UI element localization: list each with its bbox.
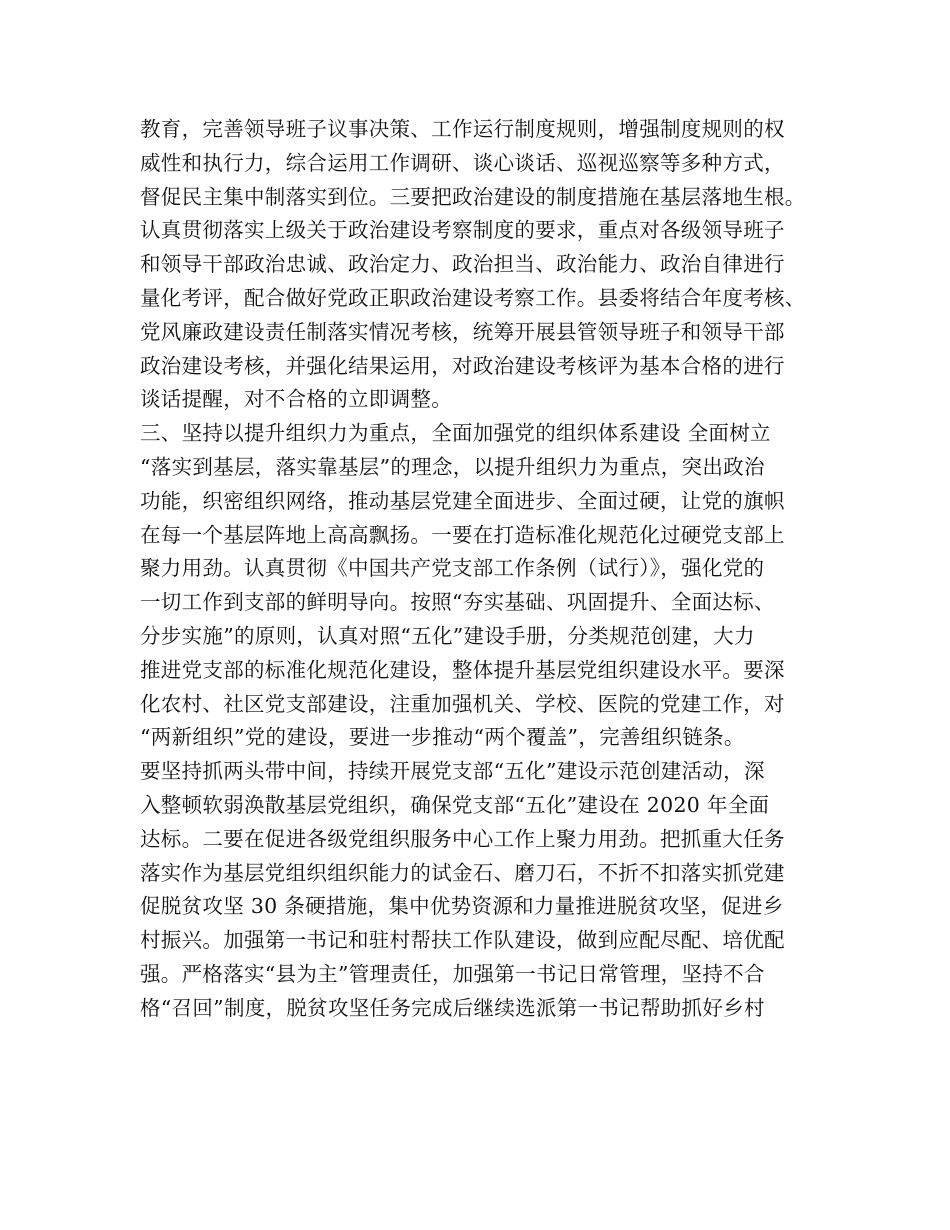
text-line: 入整顿软弱涣散基层党组织，确保党支部“五化”建设在 2020 年全面 <box>140 792 770 817</box>
text-line: 促脱贫攻坚 30 条硬措施，集中优势资源和力量推进脱贫攻坚，促进乡 <box>140 894 784 919</box>
text-line: 威性和执行力，综合运用工作调研、谈心谈话、巡视巡察等多种方式， <box>140 150 785 175</box>
text-line: 三、坚持以提升组织力为重点，全面加强党的组织体系建设 全面树立 <box>140 421 771 446</box>
body-text <box>140 113 840 1026</box>
text-line: 认真贯彻落实上级关于政治建设考察制度的要求，重点对各级领导班子 <box>140 218 785 243</box>
text-line: 落实作为基层党组织组织能力的试金石、磨刀石，不折不扣落实抓党建 <box>140 860 785 885</box>
text-line: 督促民主集中制落实到位。三要把政治建设的制度措施在基层落地生根。 <box>140 184 806 209</box>
text-line: 政治建设考核，并强化结果运用，对政治建设考核评为基本合格的进行 <box>140 353 785 378</box>
text-line: 化农村、社区党支部建设，注重加强机关、学校、医院的党建工作，对 <box>140 691 785 716</box>
text-line: 村振兴。加强第一书记和驻村帮扶工作队建设，做到应配尽配、培优配 <box>140 928 785 953</box>
text-line: 党风廉政建设责任制落实情况考核，统筹开展县管领导班子和领导干部 <box>140 319 785 344</box>
text-line: 和领导干部政治忠诚、政治定力、政治担当、政治能力、政治自律进行 <box>140 252 785 277</box>
text-line: 推进党支部的标准化规范化建设，整体提升基层党组织建设水平。要深 <box>140 657 785 682</box>
text-line: 一切工作到支部的鲜明导向。按照“夯实基础、巩固提升、全面达标、 <box>140 590 775 615</box>
text-line: 谈话提醒，对不合格的立即调整。 <box>140 387 452 412</box>
text-line: 教育，完善领导班子议事决策、工作运行制度规则，增强制度规则的权 <box>140 117 785 141</box>
text-line: 分步实施”的原则，认真对照“五化”建设手册，分类规范创建，大力 <box>140 623 755 648</box>
text-line: 强。严格落实“县为主”管理责任，加强第一书记日常管理，坚持不合 <box>140 961 765 986</box>
text-line: “两新组织”党的建设，要进一步推动“两个覆盖”，完善组织链条。 <box>140 725 745 750</box>
text-line: 功能，织密组织网络，推动基层党建全面进步、全面过硬，让党的旗帜 <box>140 488 785 513</box>
text-line: 要坚持抓两头带中间，持续开展党支部“五化”建设示范创建活动，深 <box>140 759 765 784</box>
text-line: 量化考评，配合做好党政正职政治建设考察工作。县委将结合年度考核、 <box>140 285 806 310</box>
text-line: 在每一个基层阵地上高高飘扬。一要在打造标准化规范化过硬党支部上 <box>140 522 785 547</box>
text-line: 格“召回”制度，脱贫攻坚任务完成后继续选派第一书记帮助抓好乡村 <box>140 995 765 1020</box>
text-line: 聚力用劲。认真贯彻《中国共产党支部工作条例（试行）》，强化党的 <box>140 556 765 581</box>
text-line: 达标。二要在促进各级党组织服务中心工作上聚力用劲。把抓重大任务 <box>140 826 785 851</box>
text-line: “落实到基层，落实靠基层”的理念，以提升组织力为重点，突出政治 <box>140 454 765 479</box>
